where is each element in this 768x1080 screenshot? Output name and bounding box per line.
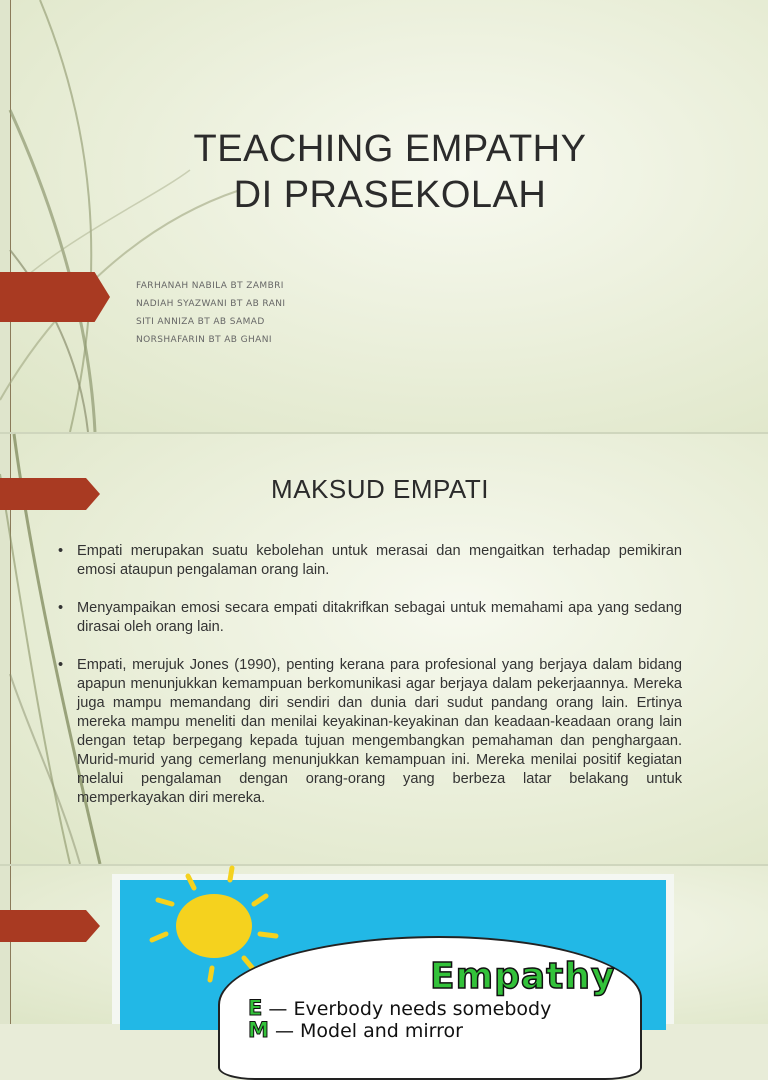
poster-line: [248, 996, 551, 1020]
acrostic-letter: M: [248, 1018, 269, 1042]
bullet-item: • Menyampaikan emosi secara empati ditakrifkan sebagai untuk memahami apa yang sedang dirasai oleh orang lain.: [56, 599, 682, 637]
author-name: NADIAH SYAZWANI BT AB RANI: [136, 299, 286, 309]
acrostic-text: Everbody needs somebody: [293, 998, 552, 1020]
acrostic-letter: E: [248, 996, 263, 1020]
poster-slide: [0, 866, 768, 1042]
accent-arrow-tab: [0, 910, 100, 942]
author-name: FARHANAH NABILA BT ZAMBRI: [136, 281, 284, 291]
presentation-title: [160, 126, 620, 218]
poster-heading: Empathy: [430, 956, 616, 997]
bullet-item: • Empati merupakan suatu kebolehan untuk merasai dan mengaitkan terhadap pemikiran emosi ataupun pengalaman orang lain.: [56, 542, 682, 580]
slide-title: MAKSUD EMPATI: [271, 474, 489, 504]
acrostic-dash: —: [274, 1020, 294, 1042]
title-line-2: DI PRASEKOLAH: [233, 174, 547, 216]
accent-arrow-tab: [0, 478, 100, 510]
definition-slide: [0, 434, 768, 864]
left-band: [0, 0, 11, 432]
title-line-1: TEACHING EMPATHY: [193, 128, 587, 170]
bullet-list: [56, 542, 682, 827]
bullet-item: • Empati, merujuk Jones (1990), penting kerana para profesional yang berjaya dalam bidang apapun menunjukkan kemampuan berkomunikasi agar berjaya dalam pekerjaannya. Mereka juga mampu memandang diri sendiri dan dunia dari sudut pandang orang lain. Ertinya mereka mampu meneliti dan menilai keyakinan-keyakinan dan keadaan-keadaan orang lain dengan tetap berpegang kepada tujuan mengembangkan pemahaman dan penghargaan. Murid-murid yang cemerlang menunjukkan kemampuan ini. Mereka menilai positif kegiatan melalui pengalaman dengan orang-orang yang berbeza latar belakang untuk memperkayakan diri mereka.: [56, 656, 682, 808]
left-band: [0, 866, 11, 1024]
title-slide: [0, 0, 768, 432]
author-name: NORSHAFARIN BT AB GHANI: [136, 335, 272, 345]
empathy-poster-image: [112, 874, 674, 1042]
author-name: SITI ANNIZA BT AB SAMAD: [136, 317, 265, 327]
accent-arrow-tab: [0, 272, 110, 322]
acrostic-dash: —: [268, 998, 288, 1020]
author-list: [136, 277, 285, 349]
acrostic-text: Model and mirror: [300, 1020, 463, 1042]
poster-line: [248, 1018, 463, 1042]
